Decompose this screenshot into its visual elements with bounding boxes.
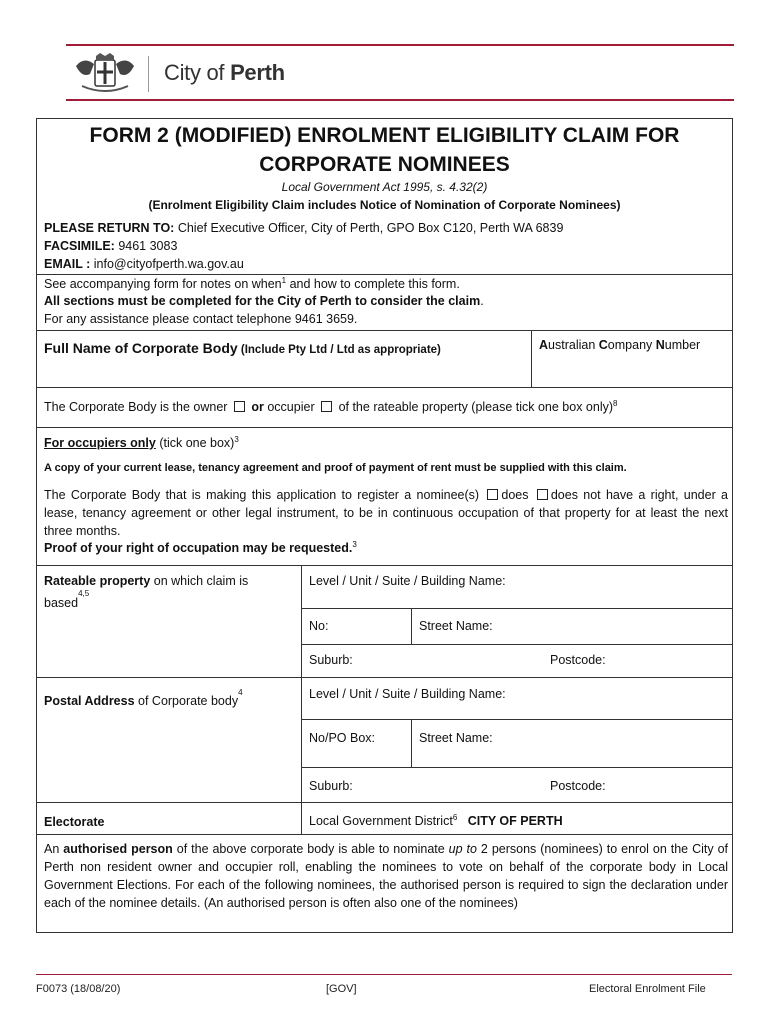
divider <box>301 565 302 834</box>
copy-lease-note: A copy of your current lease, tenancy agreement and proof of payment of rent must be supplied with this claim. <box>44 462 627 474</box>
owner-occupier-line: The Corporate Body is the owner or occupier of the rateable property (please tick one box only)$^8$ <box>44 399 618 415</box>
postal-suburb-field[interactable]: Suburb: <box>309 779 353 793</box>
rateable-no-field[interactable]: No: <box>309 619 329 633</box>
form-subtitle: (Enrolment Eligibility Claim includes Notice of Nomination of Corporate Nominees) <box>148 198 621 212</box>
org-name: City of Perth <box>164 60 285 85</box>
footer-form-code: F0073 (18/08/20) <box>36 983 121 995</box>
rateable-street-field[interactable]: Street Name: <box>419 619 493 633</box>
divider <box>301 719 733 720</box>
form-title-line2: CORPORATE NOMINEES <box>259 153 510 176</box>
email: EMAIL : info@cityofperth.wa.gov.au <box>44 257 244 271</box>
owner-checkbox[interactable] <box>234 401 245 412</box>
divider <box>37 387 732 388</box>
all-sections-line: All sections must be completed for the City of Perth to consider the claim. <box>44 294 484 308</box>
right-of-occupation-para: The Corporate Body that is making this application to register a nominee(s) does does not have a right, under a lease, tenancy agreement or other legal instrument, to be in continuous occupation of that property for at least the next three months. <box>44 488 729 538</box>
form-title-line1: FORM 2 (MODIFIED) ENROLMENT ELIGIBILITY CLAIM FOR <box>89 124 680 147</box>
proof-line: Proof of your right of occupation may be requested.$^3$ <box>44 540 357 556</box>
return-address: PLEASE RETURN TO: Chief Executive Officer, City of Perth, GPO Box C120, Perth WA 6839 <box>44 221 564 235</box>
divider <box>37 565 732 566</box>
full-name-label: Full Name of Corporate Body (Include Pty Ltd / Ltd as appropriate) <box>44 340 441 356</box>
facsimile: FACSIMILE: 9461 3083 <box>44 239 178 253</box>
postal-street-field[interactable]: Street Name: <box>419 731 493 745</box>
divider <box>531 330 532 387</box>
divider <box>37 834 732 835</box>
occupier-checkbox[interactable] <box>321 401 332 412</box>
city-crest-logo <box>74 52 136 96</box>
header-rule-top <box>66 44 734 46</box>
electorate-district: Local Government District$^6$ CITY OF PERTH <box>309 813 563 829</box>
divider <box>301 767 733 768</box>
enrolment-form <box>36 118 733 933</box>
rateable-based: based$^{4,5}$ <box>44 589 90 611</box>
postal-nopo-field[interactable]: No/PO Box: <box>309 731 375 745</box>
authorised-person-para: An authorised person of the above corporate body is able to nominate up to 2 persons (nominees) to enrol on the City of Perth non resident owner and occupier roll, enabling the nominees to vote on behalf of the corporate body in Local Government Elections. For each of the following nominees, the authorised person is required to sign the declaration under each of the nominee details. (An authorised person is often also one of the nominees) <box>44 842 729 910</box>
electorate-label: Electorate <box>44 815 105 829</box>
rateable-level-field[interactable]: Level / Unit / Suite / Building Name: <box>309 574 506 588</box>
postal-level-field[interactable]: Level / Unit / Suite / Building Name: <box>309 687 506 701</box>
divider <box>301 644 733 645</box>
occupiers-heading: For occupiers only (tick one box)$^3$ <box>44 435 239 451</box>
divider <box>37 330 732 331</box>
does-checkbox[interactable] <box>487 489 498 500</box>
divider <box>37 427 732 428</box>
rateable-postcode-field[interactable]: Postcode: <box>550 653 606 667</box>
divider <box>301 608 733 609</box>
divider <box>37 677 732 678</box>
notes-line: See accompanying form for notes on when$^1$ and how to complete this form. <box>44 276 460 292</box>
logo-separator <box>148 56 149 92</box>
divider <box>411 608 412 644</box>
assistance-line: For any assistance please contact telephone 9461 3659. <box>44 312 358 326</box>
divider <box>37 802 732 803</box>
acn-label: Australian Company Number <box>539 338 701 352</box>
header-rule-bottom <box>66 99 734 101</box>
footer-classification: [GOV] <box>326 983 357 995</box>
footer-file: Electoral Enrolment File <box>589 983 706 995</box>
rateable-property-label: Rateable property on which claim is <box>44 574 249 588</box>
divider <box>37 274 732 275</box>
footer-rule <box>36 974 732 975</box>
act-reference: Local Government Act 1995, s. 4.32(2) <box>281 180 488 194</box>
postal-address-label: Postal Address of Corporate body$^4$ <box>44 688 243 709</box>
divider <box>411 719 412 767</box>
does-not-checkbox[interactable] <box>537 489 548 500</box>
postal-postcode-field[interactable]: Postcode: <box>550 779 606 793</box>
rateable-suburb-field[interactable]: Suburb: <box>309 653 353 667</box>
